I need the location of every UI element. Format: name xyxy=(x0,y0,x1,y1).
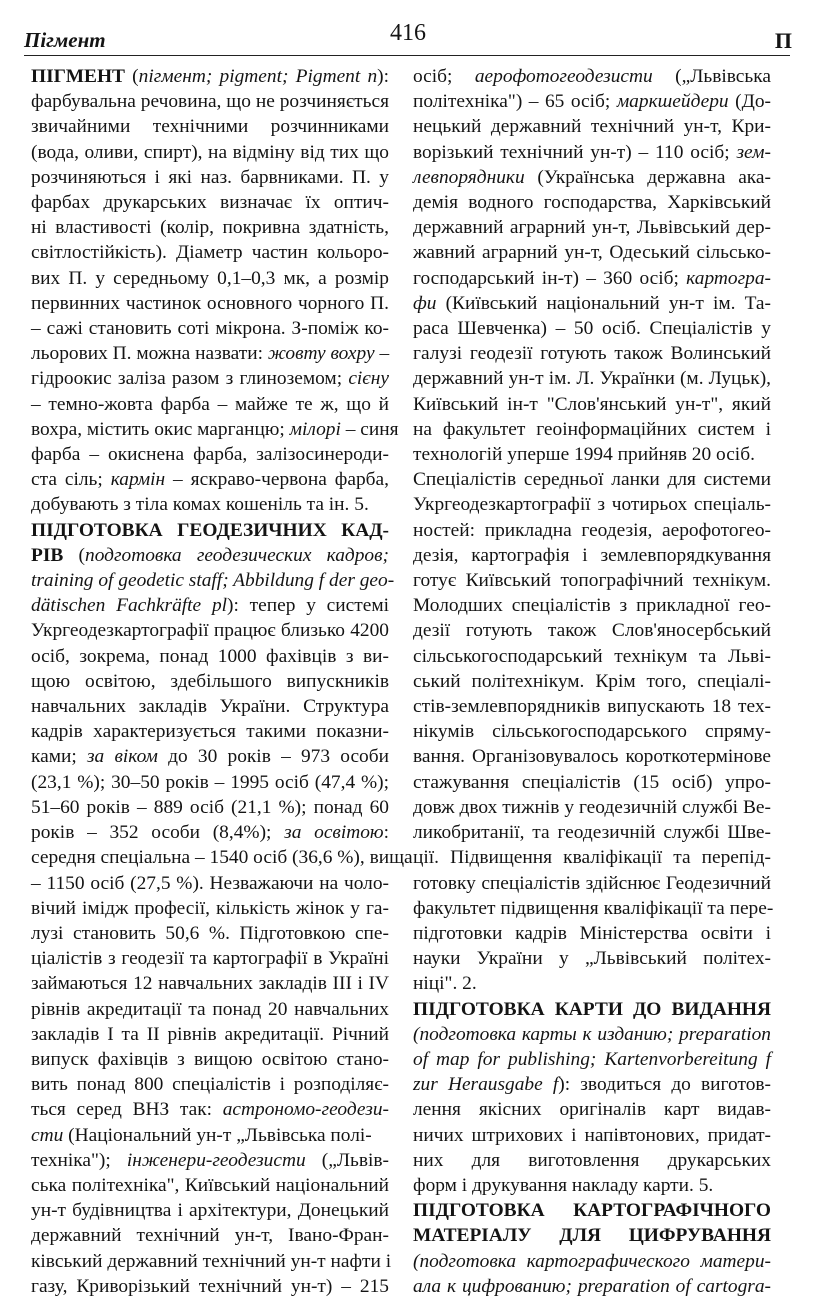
text-line xyxy=(413,644,771,669)
body-text: Спеціалістів середньої ланки для системи xyxy=(413,469,771,491)
body-text: – xyxy=(374,343,390,365)
italic-text: маркшейдери xyxy=(616,91,729,113)
text-line xyxy=(413,820,771,845)
body-text: ): тепер у системі xyxy=(227,595,389,617)
body-text: фарбах друкарських визначає їх оптич- xyxy=(31,192,389,214)
text-line xyxy=(31,946,389,971)
italic-text: картогра- xyxy=(686,267,771,289)
body-text: займаються 12 навчальних закладів ІІІ і IV xyxy=(31,973,389,995)
body-text: первинних частинок основного чорного П. xyxy=(31,292,389,314)
body-text: вання. Організовувалось короткотермінове xyxy=(413,746,771,768)
text-line xyxy=(413,593,771,618)
text-line xyxy=(31,467,389,492)
body-text: – яскраво-червона фарба, xyxy=(165,469,389,491)
body-text: – синя xyxy=(340,418,399,440)
text-line xyxy=(31,845,413,870)
body-text: галузі геодезії готують також Волинський xyxy=(413,343,771,365)
text-line xyxy=(413,719,771,744)
body-text: осіб; xyxy=(413,66,475,87)
text-line xyxy=(31,190,389,215)
body-text: звичайними технічними розчинниками xyxy=(31,116,389,138)
body-text: фарбувальна речовина, що не розчиняється xyxy=(31,91,389,113)
headword-text: ПІГМЕНТ xyxy=(31,66,125,87)
body-text: факультет підвищення кваліфікації та пере- xyxy=(413,897,774,919)
headword-text: МАТЕРІАЛУ ДЛЯ ЦИФРУВАННЯ xyxy=(413,1225,771,1247)
body-text: (Національний ун-т „Львівська полі- xyxy=(63,1124,372,1146)
body-text: ничих штрихових і напівтонових, придат- xyxy=(413,1124,771,1146)
text-line xyxy=(413,896,774,921)
body-text: державний технічний ун-т, Івано-Фран- xyxy=(31,1225,389,1247)
body-text: ): xyxy=(377,66,389,87)
italic-text: подготовка картографического матери- xyxy=(419,1250,771,1272)
body-text: (Українська державна ака- xyxy=(524,166,771,188)
text-line xyxy=(31,1198,389,1223)
italic-text: of map for publishing; Kartenvorbereitung f xyxy=(413,1048,771,1070)
body-text: готовку спеціалістів здійснює Геодезичний xyxy=(413,872,771,894)
text-line xyxy=(31,1123,389,1148)
body-text: – 1150 осіб (27,5 %). Незважаючи на чоло- xyxy=(31,872,389,894)
text-line xyxy=(413,921,771,946)
italic-text: кармін xyxy=(110,469,166,491)
text-line xyxy=(413,1274,771,1299)
text-line xyxy=(31,492,389,517)
body-text: 51–60 років – 889 осіб (21,1 %); понад 60 xyxy=(31,796,389,818)
italic-text: ( xyxy=(413,1023,420,1045)
text-line xyxy=(413,1148,771,1173)
text-line xyxy=(31,1148,389,1173)
text-line xyxy=(31,871,389,896)
body-text: – темно-жовта фарба – майже те ж, що й xyxy=(31,393,389,415)
italic-text: аерофотогеодезисти xyxy=(474,66,653,87)
text-line xyxy=(413,845,771,870)
text-line xyxy=(413,417,771,442)
body-text: вих П. у середньому 0,1–0,3 мк, а розмір xyxy=(31,267,389,289)
body-text: ська політехніка", Київський національний xyxy=(31,1174,389,1196)
text-line xyxy=(31,64,389,89)
body-text: лузі становить 50,6 %. Підготовкою спе- xyxy=(31,922,389,944)
italic-text: левпорядники xyxy=(413,166,525,188)
text-line xyxy=(413,140,771,165)
text-line xyxy=(31,1047,389,1072)
text-line xyxy=(31,694,389,719)
body-text: дезія, картографія і землевпорядкування xyxy=(413,544,771,566)
body-text: вить понад 800 спеціалістів і розподіляє- xyxy=(31,1074,389,1096)
body-text: щою освітою, здебільшого випускників xyxy=(31,670,389,692)
text-line xyxy=(413,215,771,240)
body-text: ликобританії, та геодезичній службі Шве- xyxy=(413,822,771,844)
body-text: політехніка") – 65 осіб; xyxy=(413,91,617,113)
body-text: ться серед ВНЗ так: xyxy=(31,1099,223,1121)
italic-text: подготовка геодезических кадров; xyxy=(85,544,390,566)
body-text: закладів І та ІІ рівнів акредитації. Річний xyxy=(31,1023,389,1045)
italic-text: сти xyxy=(31,1124,64,1146)
body-text: світлостійкість). Діаметр частин кольоро- xyxy=(31,242,389,264)
headword-text: ПІДГОТОВКА ГЕОДЕЗИЧНИХ КАД- xyxy=(31,519,389,541)
text-line xyxy=(31,1274,389,1299)
body-text: рівнів акредитації та понад 20 навчальних xyxy=(31,998,389,1020)
body-text: осіб, зокрема, понад 1000 фахівців з ви- xyxy=(31,645,389,667)
text-line xyxy=(413,240,771,265)
text-line xyxy=(413,694,771,719)
body-text: готує Київський топографічний технікум. xyxy=(413,570,771,592)
text-line xyxy=(413,1223,771,1248)
body-text: („Львівська xyxy=(652,66,771,87)
body-text: науки України у „Львівський політех- xyxy=(413,948,771,970)
text-line xyxy=(31,1249,392,1274)
body-text: Молодших спеціалістів з прикладної гео- xyxy=(413,595,771,617)
body-text: стажування спеціалістів (15 осіб) упро- xyxy=(413,771,771,793)
text-line xyxy=(413,770,771,795)
text-line xyxy=(413,871,771,896)
text-line xyxy=(31,417,399,442)
header-letter: П xyxy=(774,28,792,53)
headword-text: ПІДГОТОВКА КАРТИ ДО ВИДАННЯ xyxy=(413,998,771,1020)
text-line xyxy=(413,341,771,366)
text-line xyxy=(31,316,389,341)
text-line xyxy=(31,921,389,946)
body-text: кадрів характеризується такими показни- xyxy=(31,721,389,743)
text-line xyxy=(413,997,771,1022)
text-line xyxy=(31,719,389,744)
italic-text: астрономо-геодези- xyxy=(222,1099,389,1121)
body-text: ( xyxy=(124,66,139,87)
body-text: вохра, містить окис марганцю; xyxy=(31,418,290,440)
body-text: державний аграрний ун-т, Львівський дер- xyxy=(413,217,771,239)
body-text: льорових П. можна назвати: xyxy=(31,343,268,365)
body-text: на факультет геоінформаційних систем і xyxy=(413,418,771,440)
text-line xyxy=(31,89,389,114)
body-text: гідроокис заліза разом з глиноземом; xyxy=(31,368,349,390)
body-text: ціалістів з геодезії та картографії в Україні xyxy=(31,948,389,970)
text-line xyxy=(413,543,771,568)
body-text: ): зводиться до виготов- xyxy=(558,1074,771,1096)
right-column xyxy=(413,64,774,1299)
text-line xyxy=(413,467,771,492)
text-line xyxy=(31,770,389,795)
body-text: форм і друкування накладу карти. 5. xyxy=(413,1174,714,1196)
text-line xyxy=(31,1022,389,1047)
page-number: 416 xyxy=(390,20,426,46)
body-text: випуск фахівців з вищою освітою стано- xyxy=(31,1048,389,1070)
body-text: ун-т будівництва і архітектури, Донецький xyxy=(31,1200,389,1222)
text-line xyxy=(31,366,389,391)
text-line xyxy=(413,946,771,971)
text-line xyxy=(31,820,389,845)
text-line xyxy=(31,1223,389,1248)
body-text: вічий імідж професії, кількість жінок у га- xyxy=(31,897,389,919)
text-line xyxy=(31,1097,389,1122)
text-line xyxy=(413,744,771,769)
text-line xyxy=(413,1072,771,1097)
text-line xyxy=(31,744,389,769)
body-text: (23,1 %); 30–50 років – 1995 осіб (47,4 %); xyxy=(31,771,389,793)
body-text: („Львів- xyxy=(305,1149,389,1171)
text-line xyxy=(413,442,771,467)
body-text: ( xyxy=(63,544,86,566)
running-header xyxy=(24,18,792,58)
body-text: раса Шевченка) – 50 осіб. Спеціалістів у xyxy=(413,318,771,340)
text-line xyxy=(413,971,771,996)
text-line xyxy=(31,442,389,467)
italic-text: dätischen Fachkräfte pl xyxy=(31,595,228,617)
italic-text: зем- xyxy=(736,141,771,163)
italic-text: ала к цифрованию; preparation of cartogra- xyxy=(413,1275,771,1297)
text-line xyxy=(31,165,389,190)
body-text: Укргеодезкартографії з чотирьох спеціаль- xyxy=(413,494,771,516)
text-line xyxy=(413,1047,771,1072)
body-text: державний ун-т ім. Л. Українки (м. Луцьк), xyxy=(413,368,771,390)
body-text: нікумів сільськогосподарського спряму- xyxy=(413,721,771,743)
text-line xyxy=(31,896,389,921)
body-text: ворізький технічний ун-т) – 110 осіб; xyxy=(413,141,737,163)
text-line xyxy=(31,240,389,265)
body-text: (До- xyxy=(728,91,771,113)
text-line xyxy=(31,140,389,165)
text-line xyxy=(413,1123,771,1148)
body-text: добувають з тіла комах кошеніль та ін. 5. xyxy=(31,494,369,516)
text-line xyxy=(31,518,389,543)
text-line xyxy=(31,1072,389,1097)
text-line xyxy=(31,1173,389,1198)
text-line xyxy=(31,971,389,996)
body-text: – сажі становить соті мікрона. З-поміж ко- xyxy=(31,318,389,340)
text-line xyxy=(413,492,771,517)
text-line xyxy=(31,618,389,643)
italic-text: пігмент; pigment; Pigment n xyxy=(138,66,378,87)
text-line xyxy=(31,795,389,820)
body-text: ста сіль; xyxy=(31,469,111,491)
body-text: жавний аграрний ун-т, Одеський сільсько- xyxy=(413,242,771,264)
text-line xyxy=(31,568,395,593)
italic-text: за освітою xyxy=(284,822,384,844)
text-line xyxy=(31,266,389,291)
text-line xyxy=(413,316,771,341)
italic-text: мілорі xyxy=(289,418,341,440)
text-line xyxy=(413,1097,771,1122)
text-line xyxy=(413,669,771,694)
text-line xyxy=(31,114,389,139)
text-line xyxy=(413,190,771,215)
body-text: довж двох тижнів у геодезичній службі Ве- xyxy=(413,796,771,818)
text-line xyxy=(31,543,389,568)
text-line xyxy=(413,114,771,139)
text-line xyxy=(31,669,389,694)
text-line xyxy=(31,997,389,1022)
text-line xyxy=(413,165,771,190)
text-line xyxy=(31,291,389,316)
italic-text: подготовка карты к изданию; preparation xyxy=(419,1023,771,1045)
body-text: навчальних закладів України. Структура xyxy=(31,696,389,718)
body-text: ностей: прикладна геодезія, аерофотогео- xyxy=(413,519,771,541)
body-text: ками; xyxy=(31,746,87,768)
header-headword: Пігмент xyxy=(24,28,106,52)
body-text: демія водного господарства, Харківський xyxy=(413,192,771,214)
body-text: ківський державний технічний ун-т нафти і xyxy=(31,1250,392,1272)
text-line xyxy=(413,795,771,820)
text-line xyxy=(413,518,771,543)
text-line xyxy=(31,644,389,669)
text-line xyxy=(31,341,389,366)
body-text: ції. Підвищення кваліфікації та перепід- xyxy=(413,847,771,869)
text-line xyxy=(413,1249,771,1274)
body-text: них для виготовлення друкарських xyxy=(413,1149,771,1171)
text-line xyxy=(413,89,771,114)
body-text: лення якісних оригіналів карт видав- xyxy=(413,1099,771,1121)
headword-text: ПІДГОТОВКА КАРТОГРАФІЧНОГО xyxy=(413,1200,771,1222)
text-line xyxy=(413,366,771,391)
body-text: років – 352 особи (8,4%); xyxy=(31,822,285,844)
body-text: до 30 років – 973 особи xyxy=(157,746,389,768)
italic-text: жовту вохру xyxy=(267,343,375,365)
body-text: ні властивості (колір, покривна здатність, xyxy=(31,217,389,239)
text-line xyxy=(413,64,771,89)
text-line xyxy=(413,291,771,316)
italic-text: сієну xyxy=(348,368,389,390)
body-text: технологій уперше 1994 прийняв 20 осіб. xyxy=(413,444,755,466)
body-text: техніка"); xyxy=(31,1149,127,1171)
body-text: господарський ін-т) – 360 осіб; xyxy=(413,267,687,289)
italic-text: за віком xyxy=(86,746,158,768)
text-line xyxy=(413,1173,771,1198)
text-line xyxy=(413,266,771,291)
body-text: Київський ін-т "Слов'янський ун-т", який xyxy=(413,393,771,415)
italic-text: zur Herausgabe f xyxy=(413,1074,559,1096)
body-text: сільськогосподарський технікум та Льві- xyxy=(413,645,771,667)
left-column xyxy=(31,64,413,1299)
body-text: (Київський національний ун-т ім. Та- xyxy=(436,292,771,314)
header-divider xyxy=(24,55,790,56)
body-text: газу, Криворізький технічний ун-т) – 215 xyxy=(31,1275,389,1297)
text-line xyxy=(31,215,389,240)
text-line xyxy=(413,1022,771,1047)
text-line xyxy=(413,618,771,643)
text-line xyxy=(31,593,389,618)
italic-text: training of geodetic staff; Abbildung f der geo- xyxy=(31,570,395,592)
text-line xyxy=(413,568,771,593)
body-text: нецький державний технічний ун-т, Кри- xyxy=(413,116,771,138)
italic-text: інженери-геодезисти xyxy=(126,1149,306,1171)
italic-text: фи xyxy=(413,292,437,314)
text-line xyxy=(31,392,389,417)
italic-text: ( xyxy=(413,1250,420,1272)
text-line xyxy=(413,392,771,417)
body-text: середня спеціальна – 1540 осіб (36,6 %), вища xyxy=(31,847,413,869)
body-text: Укргеодезкартографії працює близько 4200 xyxy=(31,620,389,642)
body-text: ський політехнікум. Крім того, спеціалі- xyxy=(413,670,771,692)
body-text: підготовки кадрів Міністерства освіти і xyxy=(413,922,771,944)
body-text: розчиняються і які наз. барвниками. П. у xyxy=(31,166,389,188)
body-text: стів-землевпорядників випускають 18 тех- xyxy=(413,696,771,718)
headword-text: РІВ xyxy=(31,544,64,566)
body-text: дезії готують також Слов'яносербський xyxy=(413,620,771,642)
body-text: (вода, оливи, спирт), на відміну від тих що xyxy=(31,141,389,163)
text-line xyxy=(413,1198,771,1223)
body-text: ніці". 2. xyxy=(413,973,477,995)
body-text: фарба – окиснена фарба, залізосинероди- xyxy=(31,444,389,466)
body-text: : xyxy=(383,822,389,844)
